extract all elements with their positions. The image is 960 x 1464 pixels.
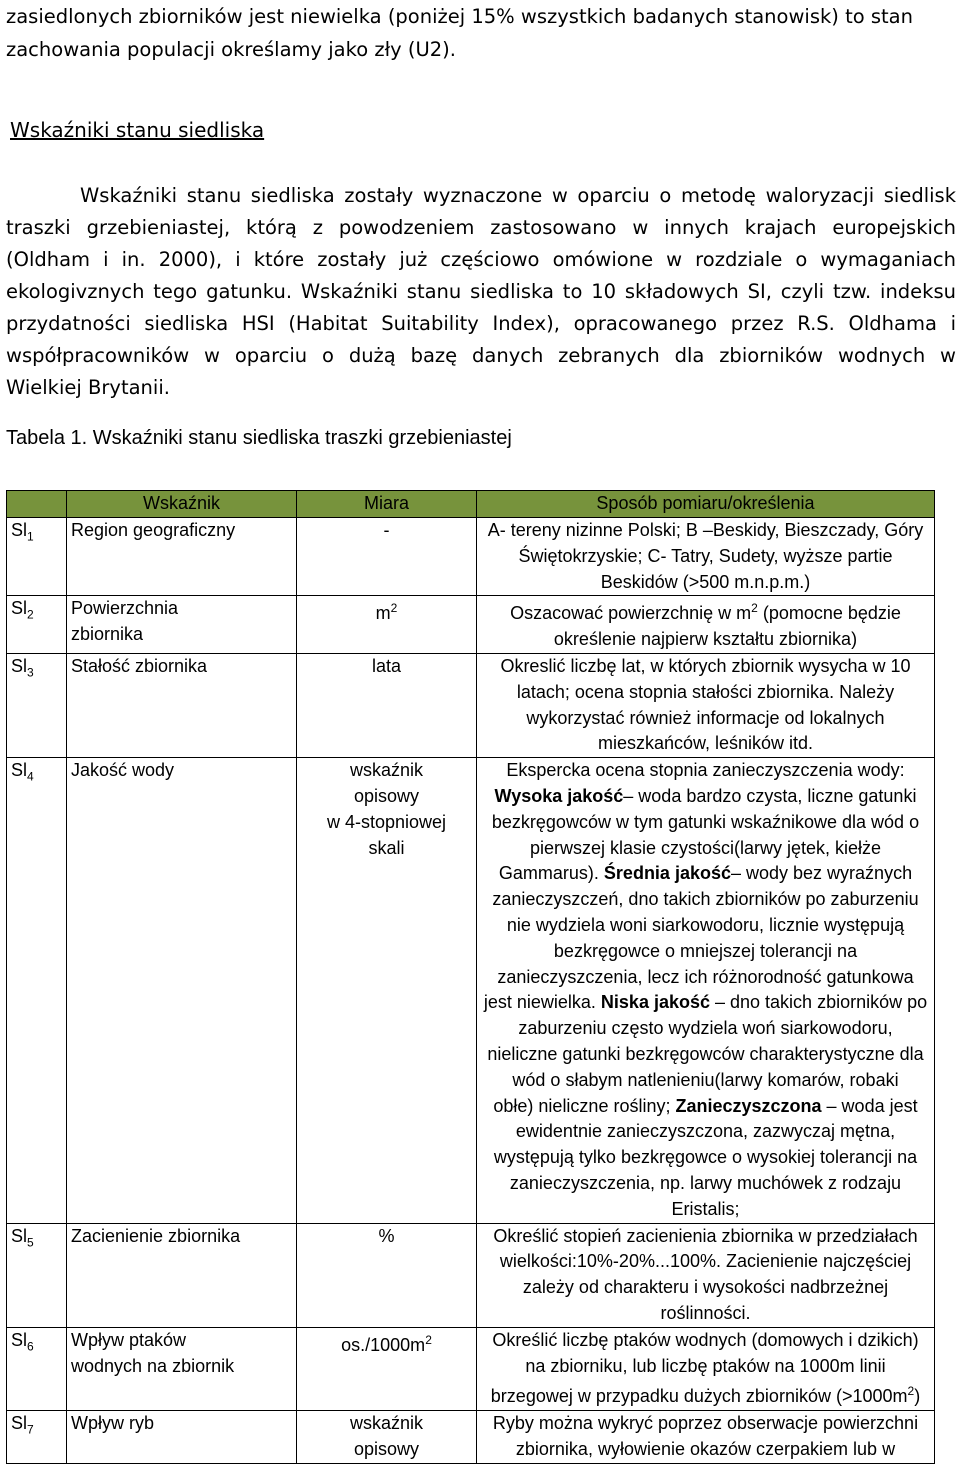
intro-line: zasiedlonych zbiorników jest niewielka (poniżej 15% wszystkich badanych stanowisk) to stan [6, 5, 913, 28]
indicator-code: $Sl_6$ [7, 1327, 67, 1410]
indicator-code: $Sl_1$ [7, 518, 67, 596]
table-row [7, 653, 935, 757]
method-line: Ekspercka ocena stopnia zanieczyszczenia wody: [506, 760, 905, 781]
indicator-code: $Sl_2$ [7, 596, 67, 654]
indicator-code: $Sl_5$ [7, 1223, 67, 1327]
quality-class-term: Niska jakość [600, 992, 710, 1013]
indicator-method: Określić liczbę ptaków wodnych (domowych i dzikich) na zbiorniku, lub liczbę ptaków na 1000m linii brzegowej w przypadku dużych zbiorników $(>1000m^2)$ [477, 1327, 935, 1410]
method-line: pierwszej klasie czystości(larwy jętek, kiełże [529, 837, 882, 858]
header-measure: Miara [297, 491, 477, 518]
header-method: Sposób pomiaru/określenia [477, 491, 935, 518]
indicator-method [477, 758, 935, 1223]
method-line: występują tylko bezkręgowce o wysokiej tolerancji na [493, 1147, 918, 1168]
indicator-method: Ryby można wykryć poprzez obserwacje powierzchni zbiornika, wyłowienie okazów czerpakiem lub w [477, 1411, 935, 1464]
section-paragraph [6, 180, 956, 404]
method-line: zaburzeniu często wydziela woń siarkowodoru, [518, 1018, 893, 1039]
method-line: obłe) nieliczne rośliny; Zanieczyszczona – woda jest [493, 1095, 918, 1116]
indicator-measure: % [297, 1223, 477, 1327]
method-line: bezkręgowców w tym gatunki wskaźnikowe dla wód o [491, 811, 920, 832]
indicator-name: Wpływ ryb [67, 1411, 297, 1464]
indicator-name: Powierzchnia zbiornika [67, 596, 297, 654]
paragraph-line: (Oldham i in. 2000), i które zostały już częściowo omówione w rozdziale o wymaganiach [6, 248, 956, 271]
section-heading: Wskaźniki stanu siedliska [10, 118, 265, 142]
quality-class-term: Zanieczyszczona [675, 1095, 822, 1116]
indicator-measure: wskaźnik opisowy w 4-stopniowej skali [297, 758, 477, 1223]
method-line: zanieczyszczeń, dno takich zbiorników po zaburzeniu [492, 889, 919, 910]
method-line: zanieczyszczenia, np. larwy muchówek z rodzaju [509, 1172, 902, 1193]
indicator-method: Określić stopień zacienienia zbiornika w przedziałach wielkości:10%-20%...100%. Zacienienie najczęściej zależy od charakteru i wysokości nadbrzeżnej roślinności. [477, 1223, 935, 1327]
method-line: jest niewielka. Niska jakość – dno takich zbiorników po [483, 992, 928, 1013]
indicator-method: Okreslić liczbę lat, w których zbiornik wysycha w 10 latach; ocena stopnia stałości zbiornika. Należy wykorzystać również informacje od lokalnych mieszkańców, leśników itd. [477, 653, 935, 757]
header-code [7, 491, 67, 518]
table-caption: Tabela 1. Wskaźniki stanu siedliska traszki grzebieniastej [6, 427, 512, 449]
indicator-measure: lata [297, 653, 477, 757]
table-row [7, 596, 935, 654]
table-row [7, 758, 935, 1223]
paragraph-line: współpracowników w oparciu o dużą bazę danych zebranych dla zbiorników wodnych w [6, 344, 956, 367]
indicator-method: A- tereny nizinne Polski; B –Beskidy, Bieszczady, Góry Świętokrzyskie; C- Tatry, Sudety, wyższe partie Beskidów (>500 m.n.p.m.) [477, 518, 935, 596]
paragraph-line: Wskaźniki stanu siedliska zostały wyznaczone w oparciu o metodę waloryzacji siedlisk [80, 184, 956, 207]
habitat-indicators-table [6, 490, 935, 1464]
paragraph-line: przydatności siedliska HSI (Habitat Suitability Index), opracowanego przez R.S. Oldhama i [6, 312, 956, 335]
indicator-measure: $m^2$ [297, 596, 477, 654]
indicator-measure: wskaźnik opisowy [297, 1411, 477, 1464]
indicator-code: $Sl_3$ [7, 653, 67, 757]
method-line: nieliczne gatunki bezkręgowców charakterystyczne dla [487, 1043, 924, 1064]
indicator-name: Stałość zbiornika [67, 653, 297, 757]
indicator-measure: $os./1000m^2$ [297, 1327, 477, 1410]
method-line: ewidentnie zanieczyszczona, zazwyczaj mętna, [515, 1121, 896, 1142]
indicator-name: Zacienienie zbiornika [67, 1223, 297, 1327]
intro-paragraph [6, 0, 956, 66]
method-line: zanieczyszczenia, lecz ich różnorodność gatunkowa [497, 966, 914, 987]
indicator-name: Region geograficzny [67, 518, 297, 596]
quality-class-term: Średnia jakość [603, 863, 731, 884]
table-header-row [7, 491, 935, 518]
method-line: nie wydziela woni siarkowodoru, licznie występują [506, 914, 905, 935]
method-line: wód o słabym natlenieniu(larwy komarów, robaki [512, 1069, 899, 1090]
method-line: bezkręgowce o mniejszej tolerancji na [553, 940, 858, 961]
method-line: Gammarus). Średnia jakość– wody bez wyraźnych [498, 863, 913, 884]
paragraph-line: Wielkiej Brytanii. [6, 376, 170, 399]
indicator-measure: - [297, 518, 477, 596]
indicator-code: $Sl_7$ [7, 1411, 67, 1464]
indicator-code: $Sl_4$ [7, 758, 67, 1223]
method-line: Eristalis; [671, 1198, 740, 1219]
indicator-name: Jakość wody [67, 758, 297, 1223]
indicator-name: Wpływ ptaków wodnych na zbiornik [67, 1327, 297, 1410]
quality-class-term: Wysoka jakość [494, 785, 624, 806]
method-line: Wysoka jakość– woda bardzo czysta, liczne gatunki [494, 785, 917, 806]
intro-line: zachowania populacji określamy jako zły (U2). [6, 38, 456, 61]
table-row [7, 1327, 935, 1410]
paragraph-line: ekologivznych tego gatunku. Wskaźniki stanu siedliska to 10 składowych SI, czyli tzw. indeksu [6, 280, 956, 303]
table-row [7, 518, 935, 596]
table-row [7, 1411, 935, 1464]
header-indicator: Wskaźnik [67, 491, 297, 518]
table-row [7, 1223, 935, 1327]
indicator-method: Oszacować powierzchnię w $m^2$ (pomocne będzie określenie najpierw kształtu zbiornika) [477, 596, 935, 654]
paragraph-line: traszki grzebieniastej, którą z powodzeniem zastosowano w innych krajach europejskich [6, 216, 956, 239]
